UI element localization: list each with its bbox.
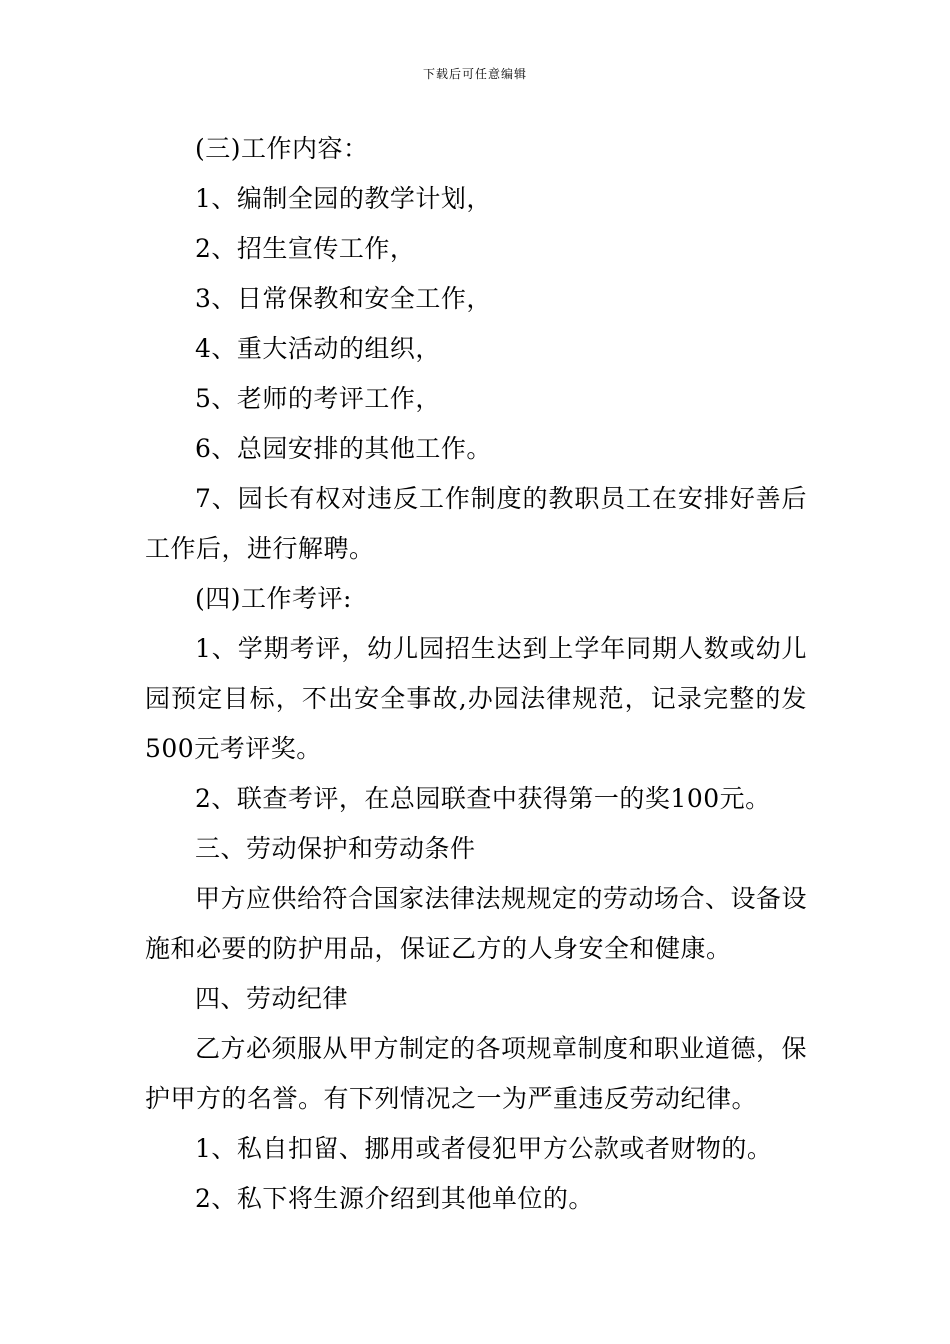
list-item: 6、总园安排的其他工作。 — [195, 434, 492, 463]
document-body — [145, 124, 807, 1224]
list-item: 5、老师的考评工作， — [195, 384, 441, 413]
list-item: 2、私下将生源介绍到其他单位的。 — [195, 1184, 594, 1213]
body-paragraph: 乙方必须服从甲方制定的各项规章制度和职业道德，保护甲方的名誉。有下列情况之一为严重违反劳动纪律。 — [145, 1034, 808, 1113]
list-item: 7、园长有权对违反工作制度的教职员工在安排好善后工作后，进行解聘。 — [145, 484, 807, 563]
section-heading-work-evaluation: (四)工作考评: — [195, 584, 352, 613]
list-item: 1、私自扣留、挪用或者侵犯甲方公款或者财物的。 — [195, 1134, 773, 1163]
section-heading-work-content: (三)工作内容： — [195, 134, 369, 163]
list-item: 3、日常保教和安全工作， — [195, 284, 492, 313]
section-heading-labor-protection: 三、劳动保护和劳动条件 — [195, 834, 476, 863]
body-paragraph: 甲方应供给符合国家法律法规规定的劳动场合、设备设施和必要的防护用品，保证乙方的人身安全和健康。 — [145, 884, 808, 963]
list-item: 1、编制全园的教学计划， — [195, 184, 492, 213]
list-item: 1、学期考评，幼儿园招生达到上学年同期人数或幼儿园预定目标，不出安全事故,办园法律规范，记录完整的发500元考评奖。 — [145, 634, 807, 763]
list-item: 2、招生宣传工作， — [195, 234, 416, 263]
section-heading-labor-discipline: 四、劳动纪律 — [195, 984, 349, 1013]
page-header: 下载后可任意编辑 — [422, 67, 527, 81]
list-item: 4、重大活动的组织， — [195, 334, 441, 363]
list-item: 2、联查考评，在总园联查中获得第一的奖100元。 — [195, 784, 771, 813]
